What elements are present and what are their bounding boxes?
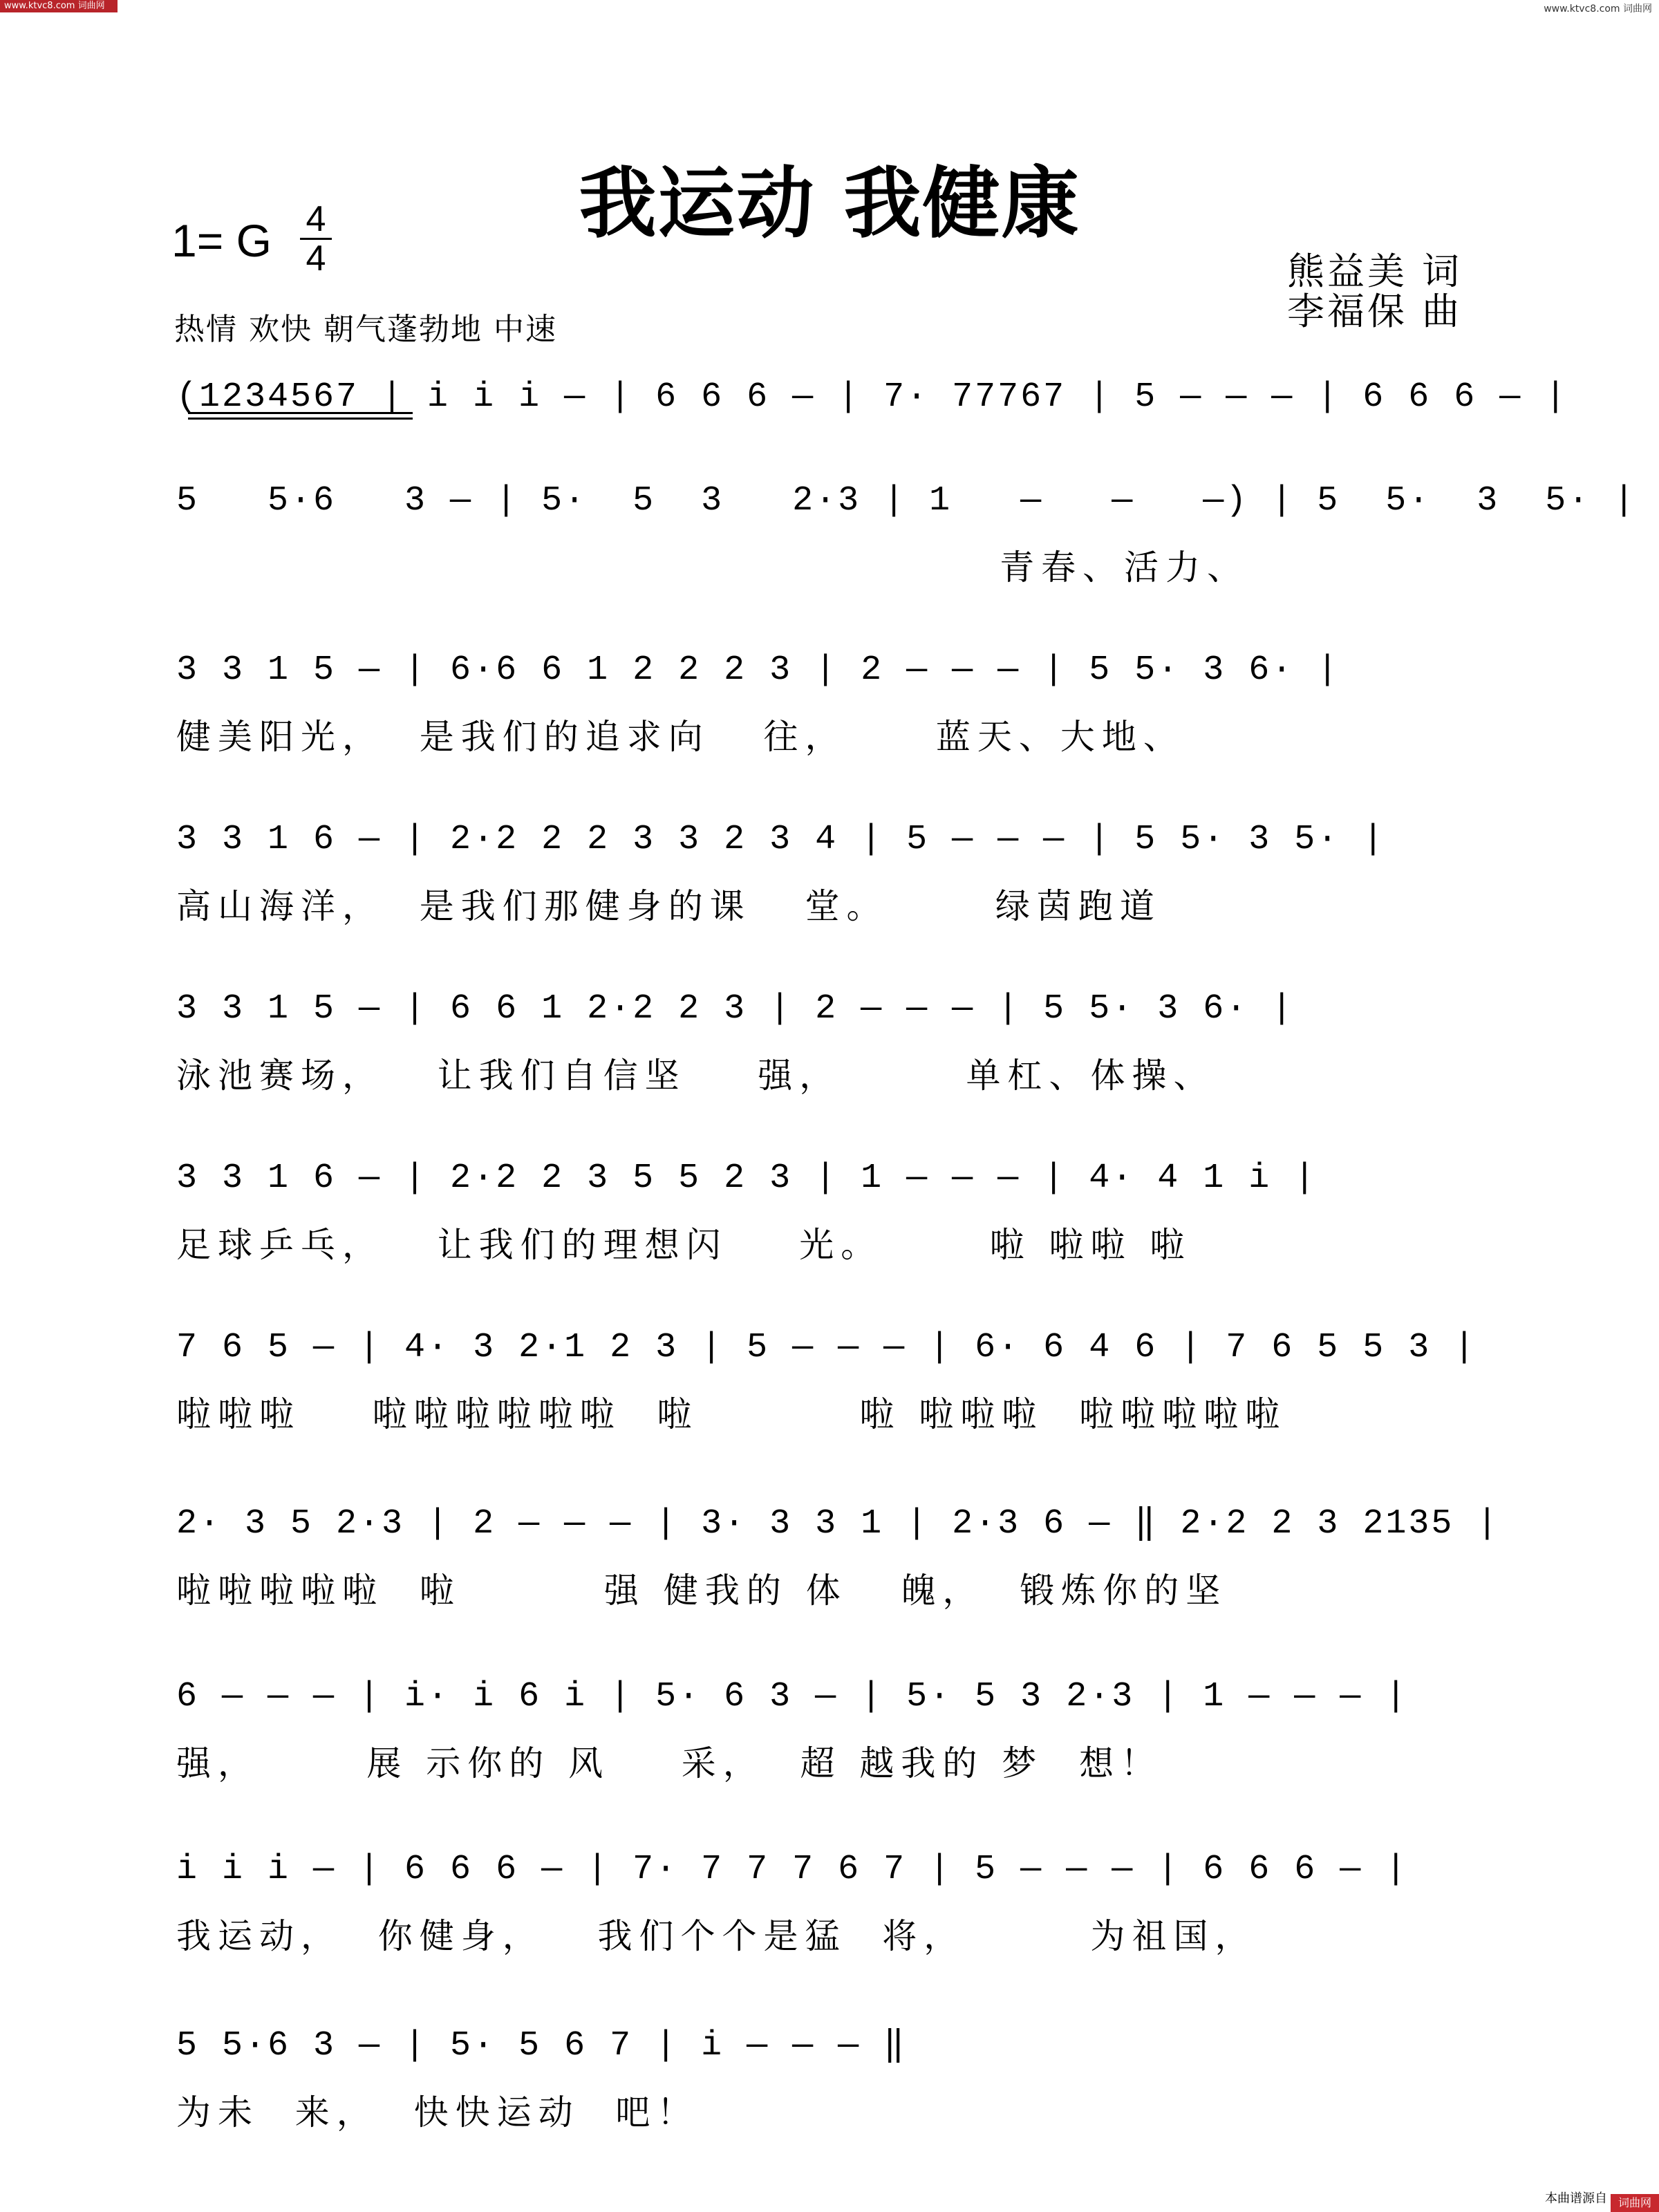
score-notes: 3 3 1 5 — | 6·6 6 1 2 2 2 3 | 2 — — — | 5 5· 3 6· | (176, 650, 1340, 690)
score-row-1 (176, 373, 1568, 488)
score-notes: 7 6 5 — | 4· 3 2·1 2 3 | 5 — — — | 6· 6 4 6 | 7 6 5 5 3 | (176, 1328, 1477, 1367)
score-row-11 (176, 2022, 1486, 2137)
score-notes: i i i — | 6 6 6 — | 7· 7 7 7 6 7 | 5 — — — | 6 6 6 — | (176, 1850, 1409, 1889)
score-notes: 5 5·6 3 — | 5· 5 6 7 | i — — — ‖ (176, 2026, 907, 2065)
score-notes: (1234567 | i i i — | 6 6 6 — | 7· 77767 | 5 — — — | 6 6 6 — | (176, 377, 1568, 417)
time-signature-bottom: 4 (306, 238, 326, 279)
time-signature (299, 200, 333, 277)
score-row-5 (176, 985, 1486, 1100)
score-notes: 6 — — — | i· i 6 i | 5· 6 3 — | 5· 5 3 2·3 | 1 — — — | (176, 1677, 1409, 1716)
score-lyrics: 啦啦啦 啦啦啦啦啦啦 啦 啦 啦啦啦 啦啦啦啦啦 (176, 1394, 1287, 1434)
score-lyrics: 啦啦啦啦啦 啦 强 健我的 体 魄， 锻炼你的坚 (176, 1571, 1228, 1611)
score-lyrics: 高山海洋， 是我们那健身的课 堂。 绿茵跑道 (176, 886, 1161, 926)
footer-site-badge: 词曲网 (1611, 2194, 1659, 2212)
score-row-9 (176, 1673, 1486, 1788)
composer-credit: 李福保 曲 (1287, 290, 1463, 333)
time-signature-top: 4 (306, 199, 326, 239)
score-row-2 (176, 477, 1637, 592)
score-lyrics: 青春、活力、 (176, 547, 1249, 588)
score-lyrics: 泳池赛场， 让我们自信坚 强， 单杠、体操、 (176, 1056, 1215, 1096)
score-row-8 (176, 1500, 1500, 1615)
site-watermark-right: www.ktvc8.com 词曲网 (1544, 3, 1652, 15)
key-signature: 1= G (171, 215, 272, 266)
score-lyrics: 为未 来， 快快运动 吧！ (176, 2092, 699, 2133)
beam-underline (188, 418, 413, 420)
score-lyrics: 足球乒乓， 让我们的理想闪 光。 啦 啦啦 啦 (176, 1225, 1192, 1265)
score-row-7 (176, 1324, 1486, 1438)
beam-underline (188, 412, 413, 414)
score-row-4 (176, 816, 1486, 930)
score-notes: 3 3 1 6 — | 2·2 2 3 5 5 2 3 | 1 — — — | 4· 4 1 i | (176, 1159, 1318, 1198)
score-notes: 3 3 1 6 — | 2·2 2 2 3 3 2 3 4 | 5 — — — | 5 5· 3 5· | (176, 820, 1386, 859)
score-row-3 (176, 646, 1486, 761)
site-watermark-left: www.ktvc8.com 词曲网 (0, 0, 118, 12)
score-row-6 (176, 1154, 1486, 1269)
song-title: 我运动 我健康 (579, 159, 1080, 249)
score-lyrics: 健美阳光， 是我们的追求向 往， 蓝天、大地、 (176, 717, 1185, 757)
score-lyrics: 我运动， 你健身， 我们个个是猛 将， 为祖国， (176, 1916, 1257, 1956)
score-lyrics: 强， 展 示你的 风 采， 超 越我的 梦 想！ (176, 1743, 1163, 1783)
score-notes: 3 3 1 5 — | 6 6 1 2·2 2 3 | 2 — — — | 5 5· 3 6· | (176, 989, 1295, 1029)
footer-source-text: 本曲谱源自 (1545, 2191, 1607, 2206)
score-notes: 5 5·6 3 — | 5· 5 3 2·3 | 1 — — —) | 5 5· 3 5· | (176, 481, 1637, 521)
score-notes: 2· 3 5 2·3 | 2 — — — | 3· 3 3 1 | 2·3 6 — ‖ 2·2 2 3 2135 | (176, 1504, 1500, 1544)
lyricist-credit: 熊益美 词 (1287, 250, 1463, 293)
tempo-marking: 热情 欢快 朝气蓬勃地 中速 (174, 312, 557, 347)
score-row-10 (176, 1846, 1486, 1960)
